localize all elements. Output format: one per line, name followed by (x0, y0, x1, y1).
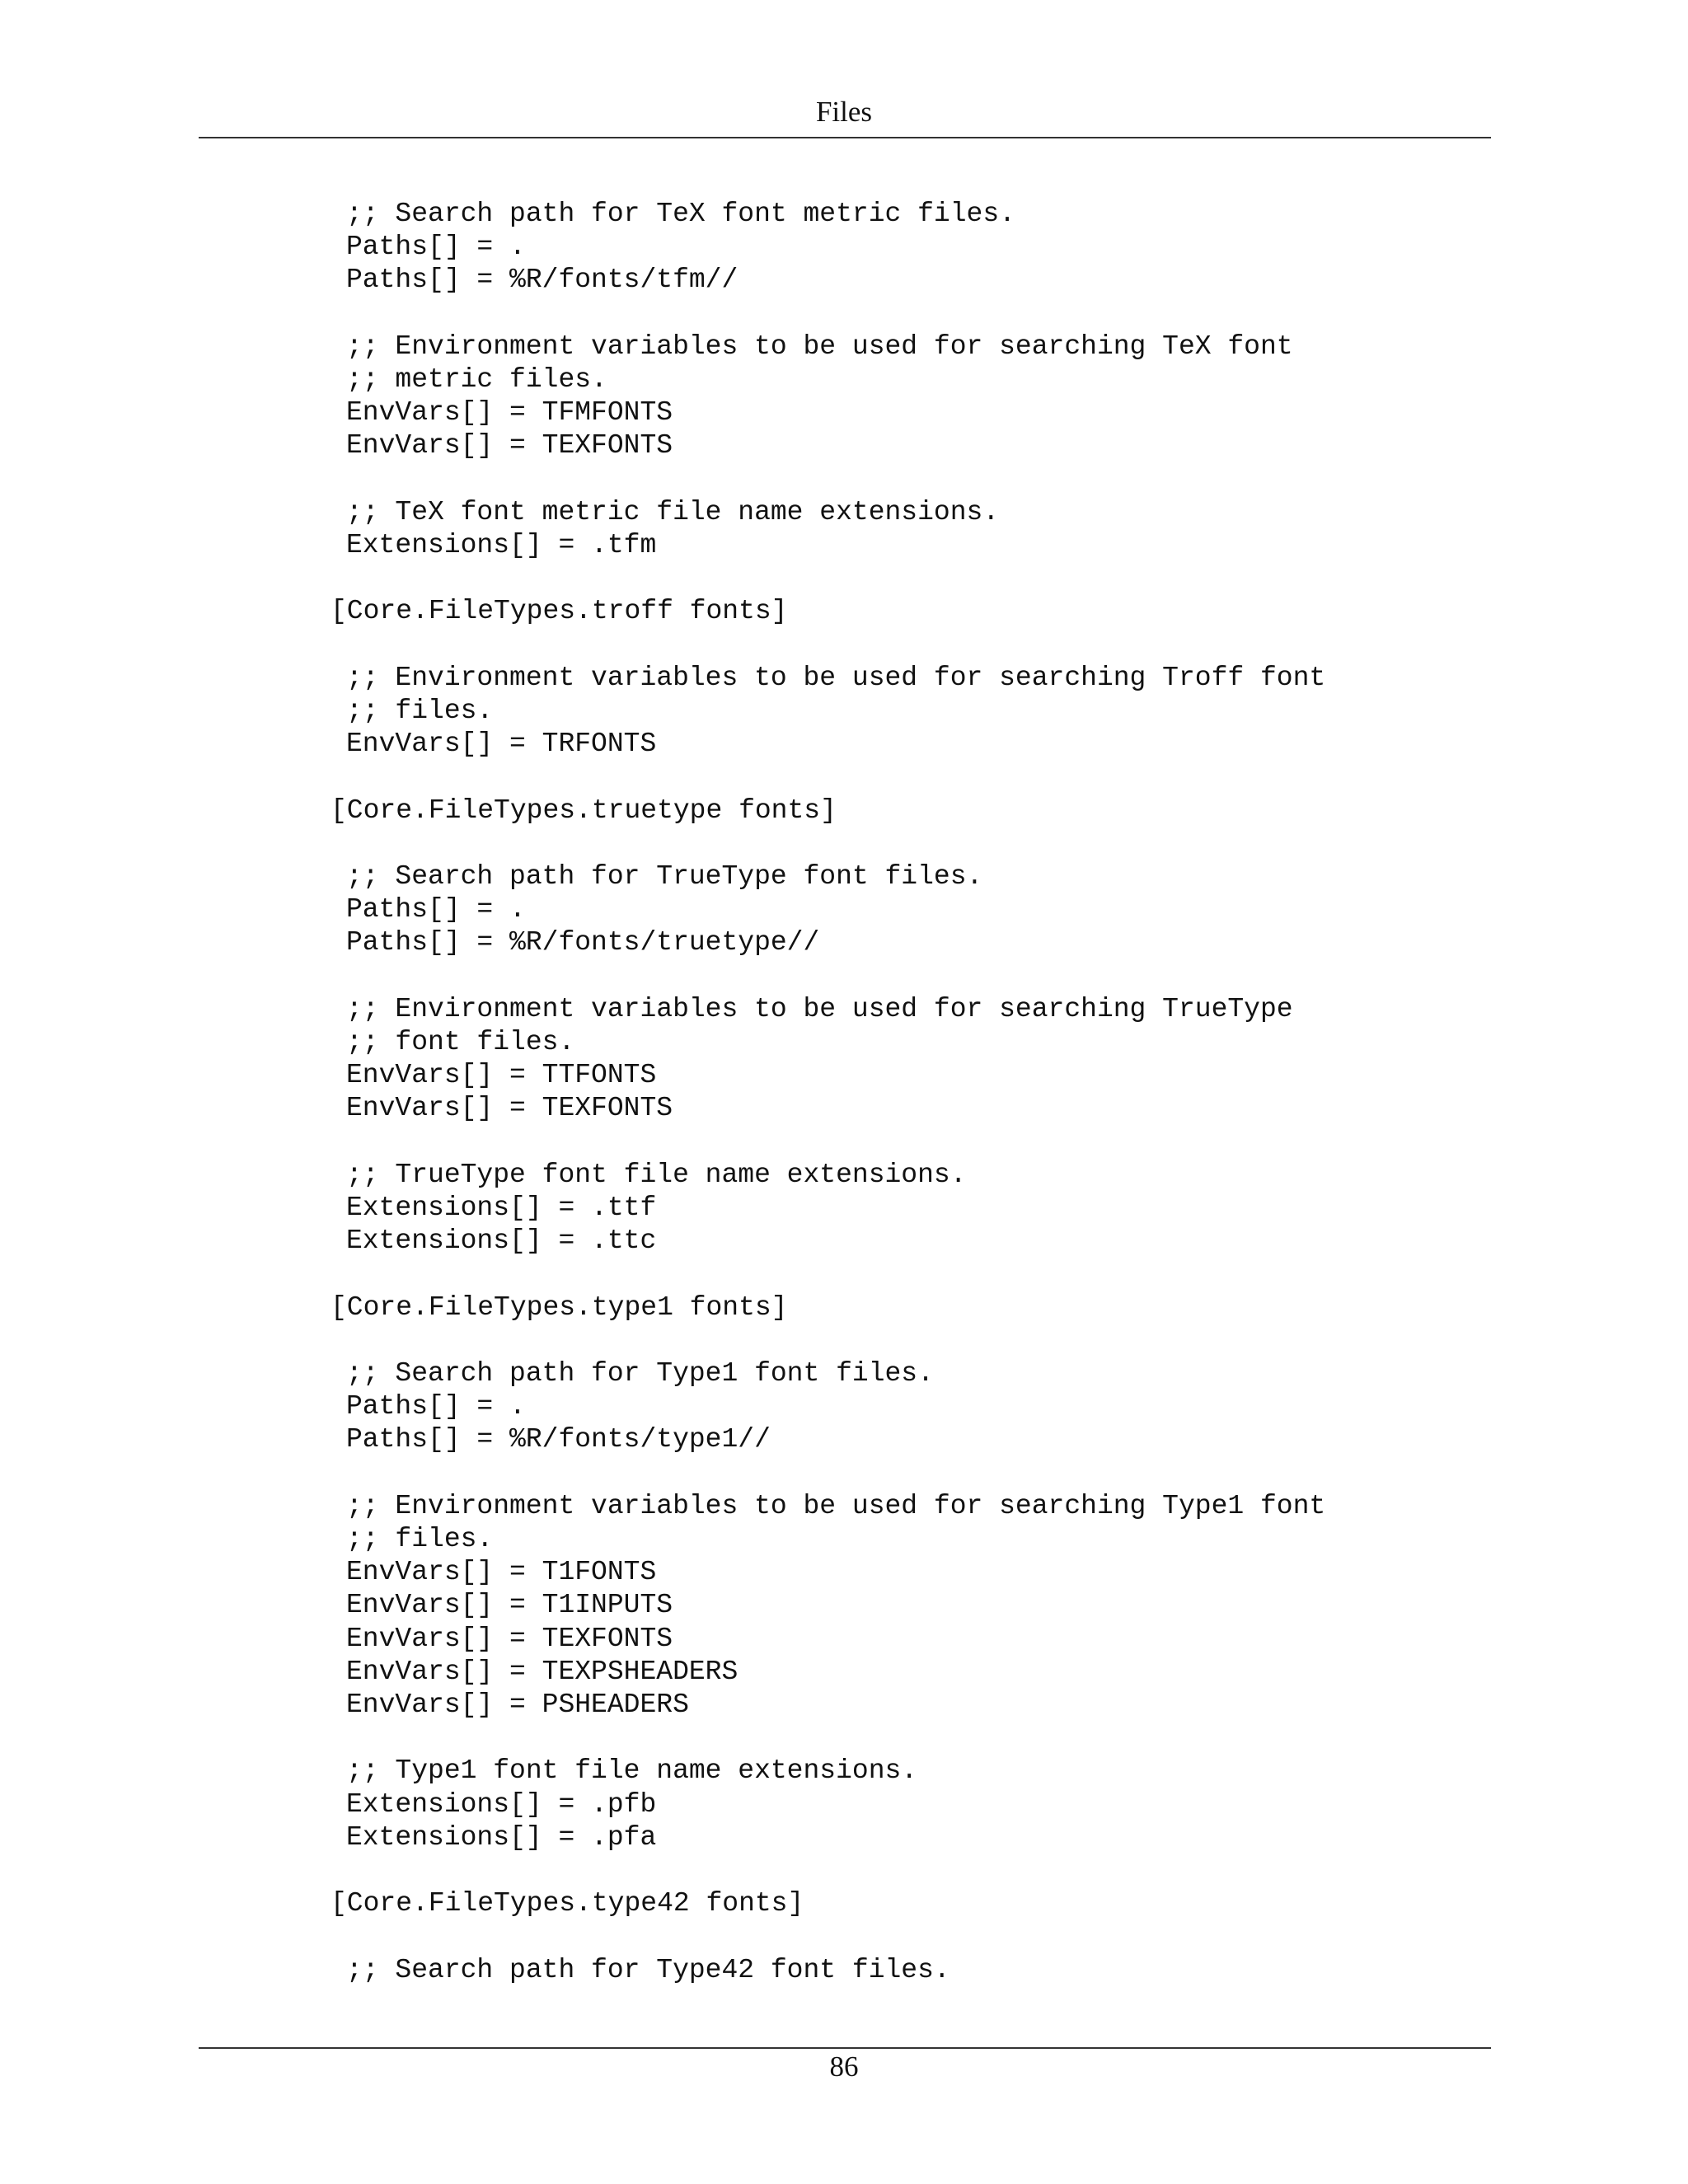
running-header: Files (815, 96, 873, 128)
setting-line: Extensions[] = .ttf (346, 1193, 657, 1223)
comment-line: ;; Environment variables to be used for searching TrueType (346, 993, 1293, 1024)
section-header: [Core.FileTypes.type42 fonts] (331, 1888, 804, 1919)
setting-line: Extensions[] = .tfm (346, 530, 657, 560)
section-header: [Core.FileTypes.type1 fonts] (331, 1291, 788, 1323)
comment-line: ;; files. (346, 1524, 494, 1554)
header-rule (199, 137, 1491, 138)
comment-line: ;; Environment variables to be used for searching Type1 font (346, 1490, 1326, 1521)
setting-line: EnvVars[] = TRFONTS (346, 729, 657, 760)
comment-line: ;; Search path for Type42 font files. (346, 1954, 950, 1985)
setting-line: EnvVars[] = T1FONTS (346, 1557, 657, 1588)
section-header: [Core.FileTypes.troff fonts] (331, 596, 788, 627)
comment-line: ;; Environment variables to be used for searching Troff font (346, 662, 1326, 693)
setting-line: Paths[] = %R/fonts/tfm// (346, 265, 738, 296)
section-header: [Core.FileTypes.truetype fonts] (331, 794, 837, 826)
setting-line: EnvVars[] = TEXFONTS (346, 1093, 673, 1124)
comment-line: ;; Environment variables to be used for searching TeX font (346, 330, 1293, 362)
comment-line: ;; Search path for TeX font metric files. (346, 199, 1015, 229)
setting-line: EnvVars[] = T1INPUTS (346, 1590, 673, 1621)
comment-line: ;; Type1 font file name extensions. (346, 1755, 918, 1787)
comment-line: ;; font files. (346, 1027, 575, 1057)
setting-line: Extensions[] = .pfa (346, 1821, 657, 1853)
setting-line: Paths[] = . (346, 232, 526, 263)
setting-line: EnvVars[] = TTFONTS (346, 1060, 657, 1091)
setting-line: EnvVars[] = PSHEADERS (346, 1690, 689, 1720)
comment-line: ;; Search path for TrueType font files. (346, 861, 983, 892)
setting-line: Paths[] = . (346, 894, 526, 926)
comment-line: ;; files. (346, 696, 494, 726)
setting-line: EnvVars[] = TEXFONTS (346, 1623, 673, 1654)
setting-line: EnvVars[] = TEXPSHEADERS (346, 1656, 738, 1687)
setting-line: Paths[] = %R/fonts/type1// (346, 1424, 771, 1455)
setting-line: Extensions[] = .ttc (346, 1226, 657, 1257)
comment-line: ;; metric files. (346, 364, 607, 395)
setting-line: Extensions[] = .pfb (346, 1788, 657, 1820)
comment-line: ;; TeX font metric file name extensions. (346, 496, 1000, 527)
setting-line: EnvVars[] = TFMFONTS (346, 397, 673, 429)
comment-line: ;; Search path for Type1 font files. (346, 1358, 934, 1389)
page-number: 86 (829, 2050, 859, 2083)
setting-line: Paths[] = %R/fonts/truetype// (346, 927, 820, 958)
comment-line: ;; TrueType font file name extensions. (346, 1159, 967, 1190)
setting-line: EnvVars[] = TEXFONTS (346, 430, 673, 462)
setting-line: Paths[] = . (346, 1391, 526, 1422)
